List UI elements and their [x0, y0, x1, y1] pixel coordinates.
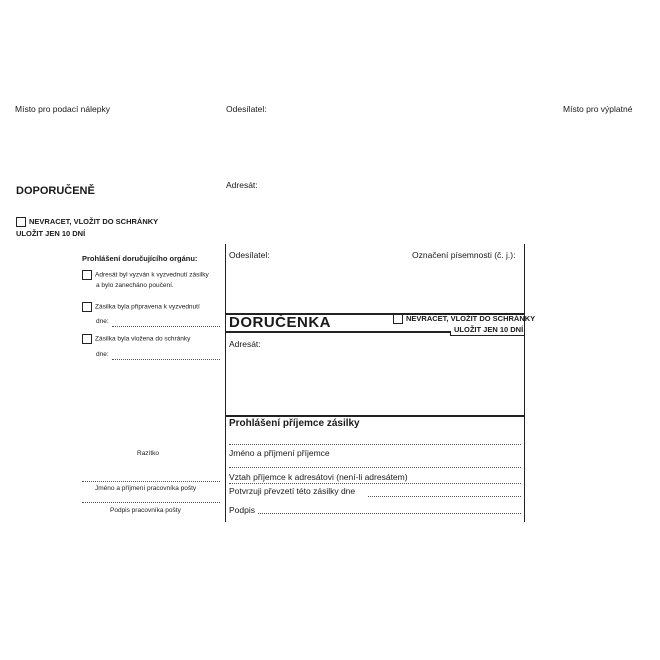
delivery-statement-title: Prohlášení doručujícího orgánu:	[82, 254, 198, 263]
worker-name-label: Jméno a příjmení pracovníka pošty	[95, 485, 197, 492]
receipt-recipient-label: Adresát:	[229, 339, 261, 349]
option3-line1: Zásilka byla vložena do schránky	[95, 335, 191, 343]
receipt-title-bottom-rule	[225, 331, 450, 333]
receipt-no-return-line1: NEVRACET, VLOŽIT DO SCHRÁNKY	[406, 314, 536, 323]
option1-line1: Adresát byl vyzván k vyzvednutí zásilky	[95, 271, 209, 279]
registered-label: DOPORUČENĚ	[16, 185, 95, 197]
worker-name-line[interactable]	[82, 481, 220, 482]
envelope-storage-note: ULOŽIT JEN 10 DNÍ	[16, 229, 86, 238]
stamp-label: Razítko	[137, 450, 160, 457]
option3-checkbox[interactable]	[82, 334, 92, 344]
option3-date-label: dne:	[96, 351, 109, 358]
receipt-name-label: Jméno a příjmení příjemce	[229, 448, 330, 458]
receipt-signature-label: Podpis	[229, 505, 255, 515]
receipt-statement-title: Prohlášení příjemce zásilky	[229, 418, 360, 429]
receipt-relation-line[interactable]	[229, 483, 521, 484]
receipt-sender-label: Odesílatel:	[229, 250, 270, 260]
receipt-note-rule	[450, 335, 525, 336]
delivery-option-1[interactable]	[82, 270, 209, 280]
receipt-signature-line[interactable]	[258, 513, 521, 514]
postage-area-label: Místo pro výplatné	[563, 104, 633, 114]
option2-date-line[interactable]	[112, 326, 220, 327]
option3-date-line[interactable]	[112, 359, 220, 360]
delivery-option-3[interactable]	[82, 334, 190, 344]
receipt-line-1[interactable]	[229, 444, 521, 445]
option1-line2: a bylo zanecháno poučení.	[96, 282, 174, 289]
receipt-reference-label: Označení písemnosti (č. j.):	[412, 250, 516, 260]
receipt-title: DORUČENKA	[229, 314, 331, 331]
receipt-no-return-option[interactable]	[393, 314, 535, 324]
stamp-area-label: Místo pro podací nálepky	[15, 104, 110, 114]
receipt-storage-note: ULOŽIT JEN 10 DNÍ	[454, 325, 524, 334]
option2-line1: Zásilka byla připravena k vyzvednutí	[95, 303, 200, 311]
option2-date-label: dne:	[96, 318, 109, 325]
delivery-option-2[interactable]	[82, 302, 200, 312]
envelope-sender-label: Odesílatel:	[226, 104, 267, 114]
receipt-note-rule-edge	[450, 331, 451, 336]
receipt-statement-rule	[225, 415, 525, 417]
envelope-recipient-label: Adresát:	[226, 180, 258, 190]
option2-checkbox[interactable]	[82, 302, 92, 312]
receipt-confirm-label: Potvrzuji převzetí této zásilky dne	[229, 486, 356, 496]
receipt-right-border	[524, 244, 525, 522]
envelope-no-return-option[interactable]	[16, 217, 158, 227]
no-return-line1: NEVRACET, VLOŽIT DO SCHRÁNKY	[29, 217, 159, 226]
no-return-checkbox[interactable]	[16, 217, 26, 227]
receipt-left-border	[225, 244, 226, 522]
worker-signature-label: Podpis pracovníka pošty	[110, 507, 181, 514]
worker-signature-line[interactable]	[82, 502, 220, 503]
receipt-name-line[interactable]	[229, 467, 521, 468]
receipt-confirm-line[interactable]	[368, 496, 521, 497]
receipt-relation-label: Vztah příjemce k adresátovi (není-li adresátem)	[229, 472, 408, 482]
receipt-no-return-checkbox[interactable]	[393, 314, 403, 324]
option1-checkbox[interactable]	[82, 270, 92, 280]
